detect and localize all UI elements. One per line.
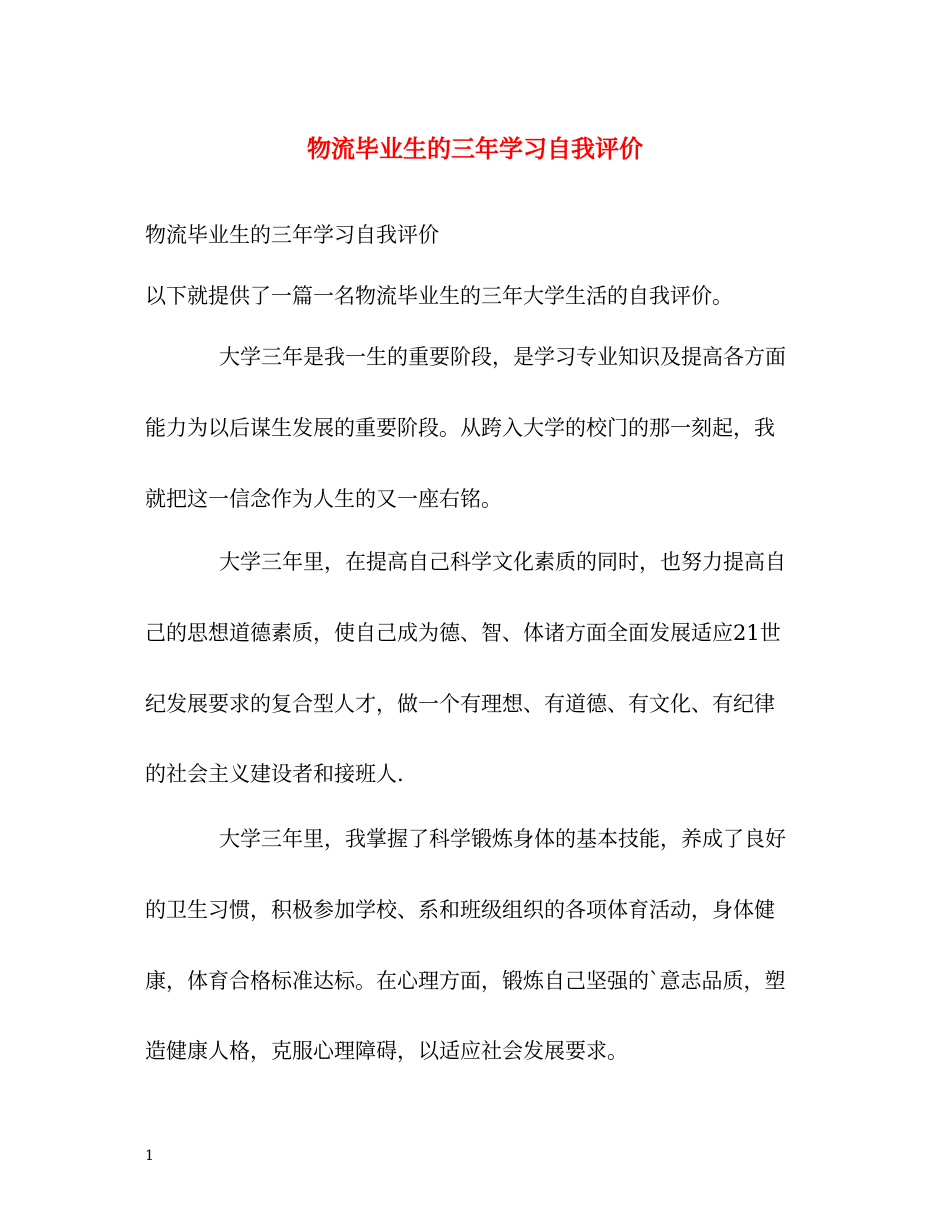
paragraph-line: 就把这一信念作为人生的又一座右铭。	[145, 487, 502, 511]
paragraph-line: 大学三年里，我掌握了科学锻炼身体的基本技能，养成了良好	[219, 827, 786, 851]
paragraph-line: 大学三年里，在提高自己科学文化素质的同时，也努力提高自	[219, 550, 786, 574]
document-subtitle: 物流毕业生的三年学习自我评价	[145, 223, 439, 247]
paragraph-line: 的卫生习惯，积极参加学校、系和班级组织的各项体育活动，身体健	[145, 898, 775, 922]
paragraph-line: 纪发展要求的复合型人才，做一个有理想、有道德、有文化、有纪律	[145, 692, 775, 716]
page-number: 1	[145, 1148, 154, 1164]
document-title: 物流毕业生的三年学习自我评价	[307, 134, 643, 163]
paragraph-line: 康，体育合格标准达标。在心理方面，锻炼自己坚强的`意志品质，塑	[145, 969, 786, 993]
paragraph-line: 的社会主义建设者和接班人.	[145, 762, 404, 786]
paragraph-line: 造健康人格，克服心理障碍，以适应社会发展要求。	[145, 1039, 628, 1063]
paragraph-line: 己的思想道德素质，使自己成为德、智、体诸方面全面发展适应21世	[145, 621, 781, 645]
paragraph-line: 能力为以后谋生发展的重要阶段。从跨入大学的校门的那一刻起，我	[145, 416, 775, 440]
intro-line: 以下就提供了一篇一名物流毕业生的三年大学生活的自我评价。	[145, 284, 733, 308]
paragraph-line: 大学三年是我一生的重要阶段，是学习专业知识及提高各方面	[219, 345, 786, 369]
